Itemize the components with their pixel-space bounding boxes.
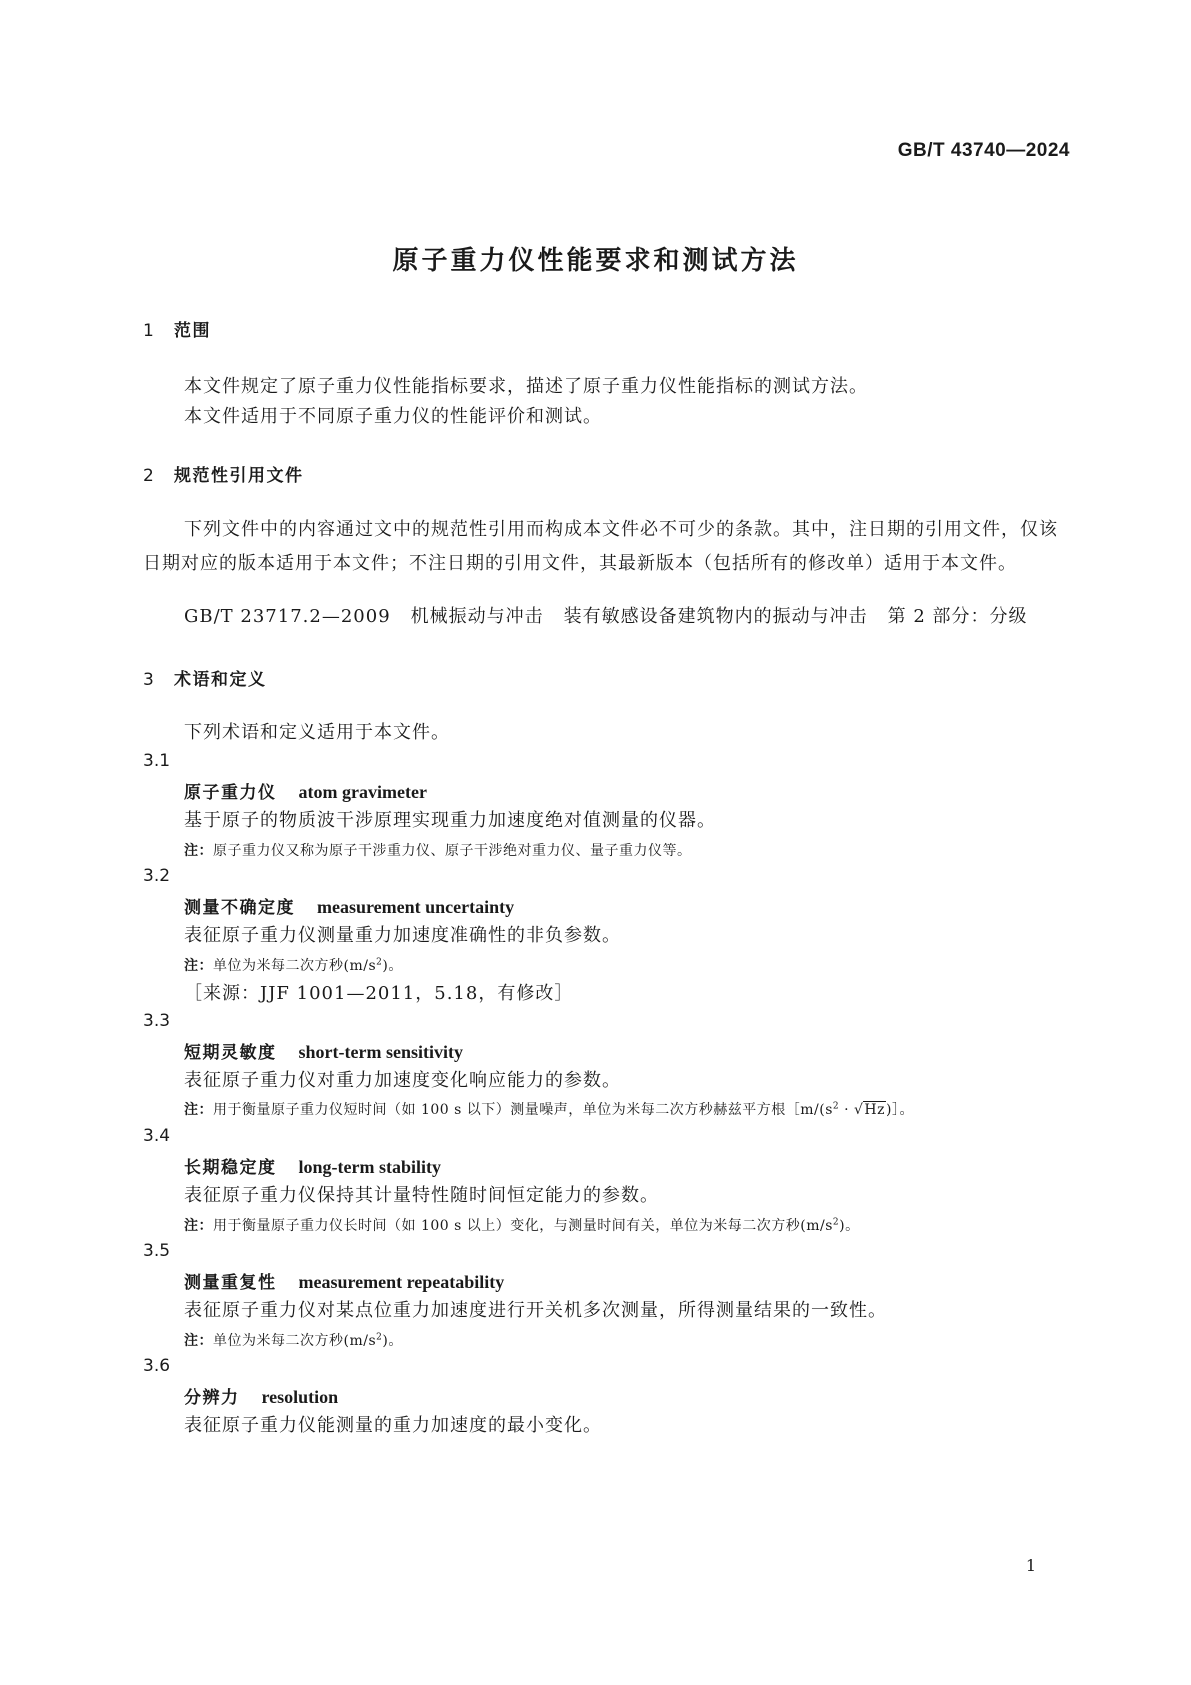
term-number: 3.6 — [143, 1356, 171, 1376]
section-1-para-2: 本文件适用于不同原子重力仪的性能评价和测试。 — [184, 406, 602, 427]
sqrt-hz: Hz — [864, 1102, 886, 1118]
section-1-heading: 1 范围 — [143, 321, 211, 341]
term-note: 注：单位为米每二次方秒$(m/s^2)$。 — [184, 1332, 403, 1349]
section-2-para: 下列文件中的内容通过文中的规范性引用而构成本文件必不可少的条款。其中，注日期的引用文件，仅该日期对应的版本适用于本文件；不注日期的引用文件，其最新版本（包括所有的修改单）适用于本文件。 — [143, 519, 1058, 574]
term-number: 3.2 — [143, 866, 171, 886]
section-3-heading: 3 术语和定义 — [143, 670, 267, 690]
term-number: 3.5 — [143, 1241, 171, 1261]
term-definition: 表征原子重力仪保持其计量特性随时间恒定能力的参数。 — [184, 1185, 659, 1206]
term-note: 注：原子重力仪又称为原子干涉重力仪、原子干涉绝对重力仪、量子重力仪等。 — [184, 843, 692, 859]
term-definition: 表征原子重力仪能测量的重力加速度的最小变化。 — [184, 1415, 602, 1436]
term-definition: 表征原子重力仪测量重力加速度准确性的非负参数。 — [184, 925, 621, 946]
section-1-para-1: 本文件规定了原子重力仪性能指标要求，描述了原子重力仪性能指标的测试方法。 — [184, 376, 868, 397]
term-number: 3.3 — [143, 1011, 171, 1031]
term-title: 长期稳定度 long-term stability — [184, 1157, 441, 1178]
term-title: 分辨力 resolution — [184, 1387, 339, 1408]
term-note: 注：用于衡量原子重力仪长时间（如 100 s 以上）变化，与测量时间有关，单位为米每二次方秒$(m/s^2)$。 — [184, 1217, 860, 1234]
term-title: 测量重复性 measurement repeatability — [184, 1272, 505, 1293]
page-number: 1 — [1025, 1556, 1036, 1575]
section-3-intro: 下列术语和定义适用于本文件。 — [184, 722, 450, 743]
term-title: 测量不确定度 measurement uncertainty — [184, 897, 515, 918]
term-note: 注：用于衡量原子重力仪短时间（如 100 s 以下）测量噪声，单位为米每二次方秒赫兹平方根$[m/(s^2$ · √Hz)］。 — [184, 1101, 914, 1118]
term-title: 短期灵敏度 short-term sensitivity — [184, 1042, 463, 1063]
standard-code: GB/T 43740—2024 — [897, 140, 1070, 161]
document-title: 原子重力仪性能要求和测试方法 — [392, 246, 799, 276]
normative-reference: GB/T 23717.2—2009 机械振动与冲击 装有敏感设备建筑物内的振动与冲击 第 2 部分：分级 — [184, 606, 1028, 627]
section-2-heading: 2 规范性引用文件 — [143, 466, 304, 486]
term-source: ［来源：JJF 1001—2011，5.18，有修改］ — [184, 983, 574, 1004]
term-definition: 表征原子重力仪对某点位重力加速度进行开关机多次测量，所得测量结果的一致性。 — [184, 1300, 887, 1321]
term-title: 原子重力仪 atom gravimeter — [184, 782, 427, 803]
term-definition: 表征原子重力仪对重力加速度变化响应能力的参数。 — [184, 1070, 621, 1091]
term-note: 注：单位为米每二次方秒$(m/s^2)$。 — [184, 957, 403, 974]
term-number: 3.4 — [143, 1126, 171, 1146]
term-number: 3.1 — [143, 751, 171, 771]
reference-code: GB/T 23717.2—2009 — [184, 606, 391, 627]
term-definition: 基于原子的物质波干涉原理实现重力加速度绝对值测量的仪器。 — [184, 810, 716, 831]
